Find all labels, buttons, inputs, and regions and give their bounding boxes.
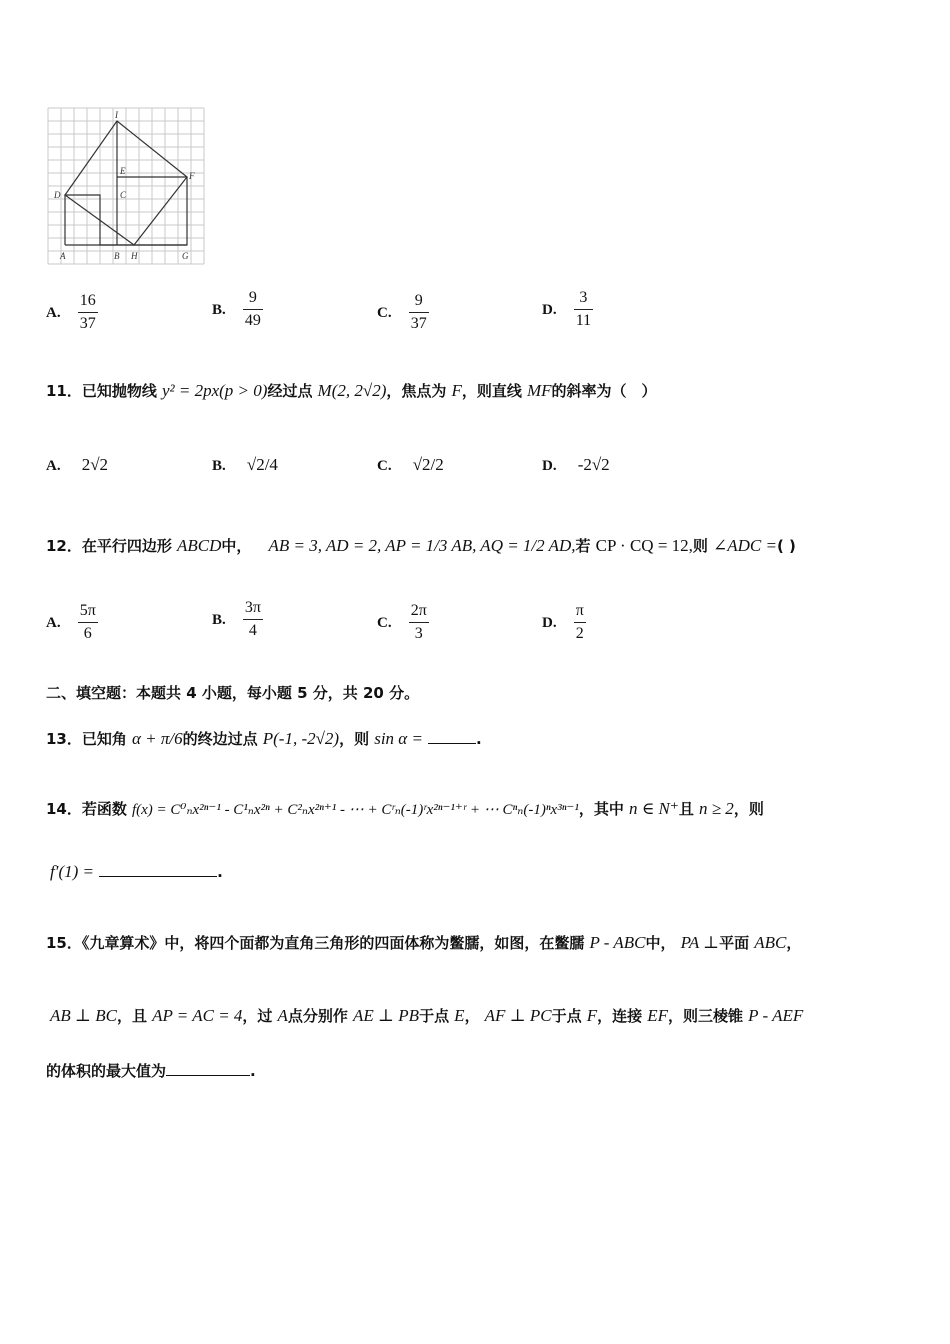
- math-point: A: [277, 1006, 288, 1025]
- question-text: .: [250, 1062, 256, 1080]
- math-plane: ABC: [754, 933, 787, 952]
- math-parabola: y² = 2px(p > 0): [161, 381, 268, 400]
- fraction: [574, 600, 586, 645]
- question-15-line-3: [46, 1060, 256, 1081]
- question-text: ，: [464, 1007, 480, 1025]
- label-F: F: [189, 171, 195, 181]
- math-condition: n ∈ N⁺: [628, 799, 679, 818]
- denominator: 11: [575, 312, 592, 329]
- option-label: C.: [377, 305, 392, 321]
- question-text: 在平行四边形: [81, 537, 172, 555]
- math-tetrahedron: P - ABC: [589, 933, 646, 952]
- math-line: MF: [526, 381, 552, 400]
- denominator: 3: [414, 625, 423, 642]
- fraction: [243, 597, 263, 642]
- math-point: E: [454, 1006, 465, 1025]
- label-B: B: [114, 251, 120, 261]
- fraction: [409, 600, 429, 645]
- option-label: A.: [46, 458, 61, 474]
- question-text: ，其中: [578, 800, 624, 818]
- question-text: 若: [575, 537, 591, 555]
- fraction: [78, 600, 98, 645]
- option-label: C.: [377, 615, 392, 631]
- math-perpendicular: AF ⊥ PC: [484, 1006, 552, 1025]
- math-derivative: f′(1) =: [50, 862, 94, 881]
- question-15-line-1: [46, 932, 801, 953]
- q12-option-c[interactable]: [377, 600, 429, 645]
- numerator: 5π: [78, 600, 98, 623]
- question-text: 中，: [221, 537, 252, 555]
- fraction: [78, 290, 98, 335]
- math-point: F: [586, 1006, 598, 1025]
- question-12: [46, 535, 796, 556]
- denominator: 2: [575, 625, 584, 642]
- math-point: M(2, 2√2): [317, 381, 387, 400]
- denominator: 4: [248, 622, 257, 639]
- option-value: 2√2: [81, 455, 109, 474]
- math-condition: n ≥ 2: [698, 799, 734, 818]
- math-segment: EF: [647, 1006, 669, 1025]
- math-condition: AB = 3, AD = 2, AP = 1/3 AB, AQ = 1/2 AD,: [268, 536, 576, 555]
- math-perpendicular: PA ⊥: [680, 933, 720, 952]
- math-dot-product: CP · CQ = 12,: [595, 536, 693, 555]
- question-13: [46, 728, 482, 749]
- label-G: G: [182, 251, 189, 261]
- q11-option-d[interactable]: [542, 455, 610, 475]
- q11-option-b[interactable]: [212, 455, 278, 475]
- question-number: 13．: [46, 730, 82, 748]
- fraction: [409, 290, 429, 335]
- question-text: .: [217, 863, 223, 881]
- option-label: B.: [212, 458, 226, 474]
- geometry-grid-svg: [46, 106, 208, 268]
- question-text: 点分别作: [287, 1007, 348, 1025]
- denominator: 49: [244, 312, 261, 329]
- answer-blank[interactable]: [99, 876, 217, 877]
- q10-option-c[interactable]: [377, 290, 429, 335]
- q10-option-d[interactable]: [542, 287, 593, 332]
- numerator: 2π: [409, 600, 429, 623]
- math-focus: F: [451, 381, 462, 400]
- question-number: 15．: [46, 934, 82, 952]
- question-text: 若函数: [81, 800, 127, 818]
- question-text: ，则三棱锥: [668, 1007, 744, 1025]
- question-text: 的体积的最大值为: [46, 1062, 167, 1080]
- numerator: 9: [243, 287, 263, 310]
- option-value: √2/4: [246, 455, 278, 474]
- question-11: [46, 380, 657, 401]
- math-name: ABCD: [176, 536, 222, 555]
- q11-option-c[interactable]: [377, 455, 444, 475]
- math-angle: ∠ADC =: [713, 536, 777, 555]
- question-text: ，: [786, 934, 802, 952]
- math-perpendicular: AE ⊥ PB: [353, 1006, 420, 1025]
- question-text: 则: [692, 537, 708, 555]
- question-text: 经过点: [267, 382, 313, 400]
- question-text: ，则: [339, 730, 370, 748]
- option-value: -2√2: [577, 455, 610, 474]
- question-text: 的斜率为（ ）: [551, 382, 657, 400]
- q12-option-d[interactable]: [542, 600, 586, 645]
- math-angle: α + π/6: [131, 729, 183, 748]
- denominator: 37: [410, 315, 427, 332]
- question-text: ，则直线: [461, 382, 522, 400]
- option-label: C.: [377, 458, 392, 474]
- label-C: C: [120, 190, 127, 200]
- q12-option-a[interactable]: [46, 600, 98, 645]
- question-text: 平面: [719, 934, 750, 952]
- label-I: I: [115, 110, 118, 120]
- numerator: π: [574, 600, 586, 623]
- question-text: 于点: [419, 1007, 450, 1025]
- question-14: [46, 798, 764, 819]
- question-number: 14．: [46, 800, 82, 818]
- option-label: D.: [542, 458, 557, 474]
- label-A: A: [60, 251, 66, 261]
- question-text: ，连接: [597, 1007, 643, 1025]
- question-text: 且: [678, 800, 694, 818]
- question-text: 已知角: [81, 730, 127, 748]
- option-label: A.: [46, 305, 61, 321]
- numerator: 9: [409, 290, 429, 313]
- denominator: 6: [83, 625, 92, 642]
- question-text: ，焦点为: [386, 382, 447, 400]
- label-H: H: [131, 251, 138, 261]
- option-label: B.: [212, 612, 226, 628]
- question-text: ( ): [776, 537, 796, 555]
- fraction: [574, 287, 593, 332]
- option-label: A.: [46, 615, 61, 631]
- question-number: 11．: [46, 382, 82, 400]
- denominator: 37: [79, 315, 96, 332]
- question-text: 中，: [645, 934, 676, 952]
- option-label: B.: [212, 302, 226, 318]
- numerator: 3: [574, 287, 593, 310]
- math-function: f(x) = C⁰ₙx²ⁿ⁻¹ - C¹ₙx²ⁿ + C²ₙx²ⁿ⁺¹ - ⋯ + Cʳₙ(-1)ʳx²ⁿ⁻¹⁺ʳ + ⋯ Cⁿₙ(-1)ⁿx³ⁿ⁻¹: [131, 802, 579, 818]
- math-perpendicular: AB ⊥ BC: [50, 1006, 117, 1025]
- numerator: 3π: [243, 597, 263, 620]
- answer-blank[interactable]: [428, 743, 476, 744]
- question-text: ，过: [242, 1007, 273, 1025]
- math-equation: AP = AC = 4: [152, 1006, 243, 1025]
- q11-option-a[interactable]: [46, 455, 108, 475]
- q10-option-b[interactable]: [212, 287, 263, 332]
- option-label: D.: [542, 615, 557, 631]
- fraction: [243, 287, 263, 332]
- math-tetrahedron: P - AEF: [748, 1006, 804, 1025]
- label-E: E: [120, 166, 126, 176]
- math-expression: sin α =: [374, 729, 423, 748]
- grid-figure: [46, 106, 208, 272]
- question-number: 12．: [46, 537, 82, 555]
- question-text: ，且: [116, 1007, 147, 1025]
- question-text: 《九章算术》中，将四个面都为直角三角形的四面体称为鳖臑，如图，在鳖臑: [81, 934, 585, 952]
- q10-option-a[interactable]: [46, 290, 98, 335]
- question-text: 已知抛物线: [81, 382, 157, 400]
- numerator: 16: [78, 290, 98, 313]
- answer-blank[interactable]: [166, 1075, 250, 1076]
- question-text: .: [476, 730, 482, 748]
- question-15-line-2: [50, 1005, 803, 1026]
- option-value: √2/2: [412, 455, 444, 474]
- question-text: 于点: [551, 1007, 582, 1025]
- math-point: P(-1, -2√2): [262, 729, 340, 748]
- label-D: D: [54, 190, 61, 200]
- question-text: 的终边过点: [182, 730, 258, 748]
- option-label: D.: [542, 302, 557, 318]
- q12-option-b[interactable]: [212, 597, 263, 642]
- question-14-answer: [50, 862, 223, 882]
- question-text: ，则: [733, 800, 764, 818]
- section-title: 二、填空题：本题共 4 小题，每小题 5 分，共 20 分。: [46, 684, 420, 702]
